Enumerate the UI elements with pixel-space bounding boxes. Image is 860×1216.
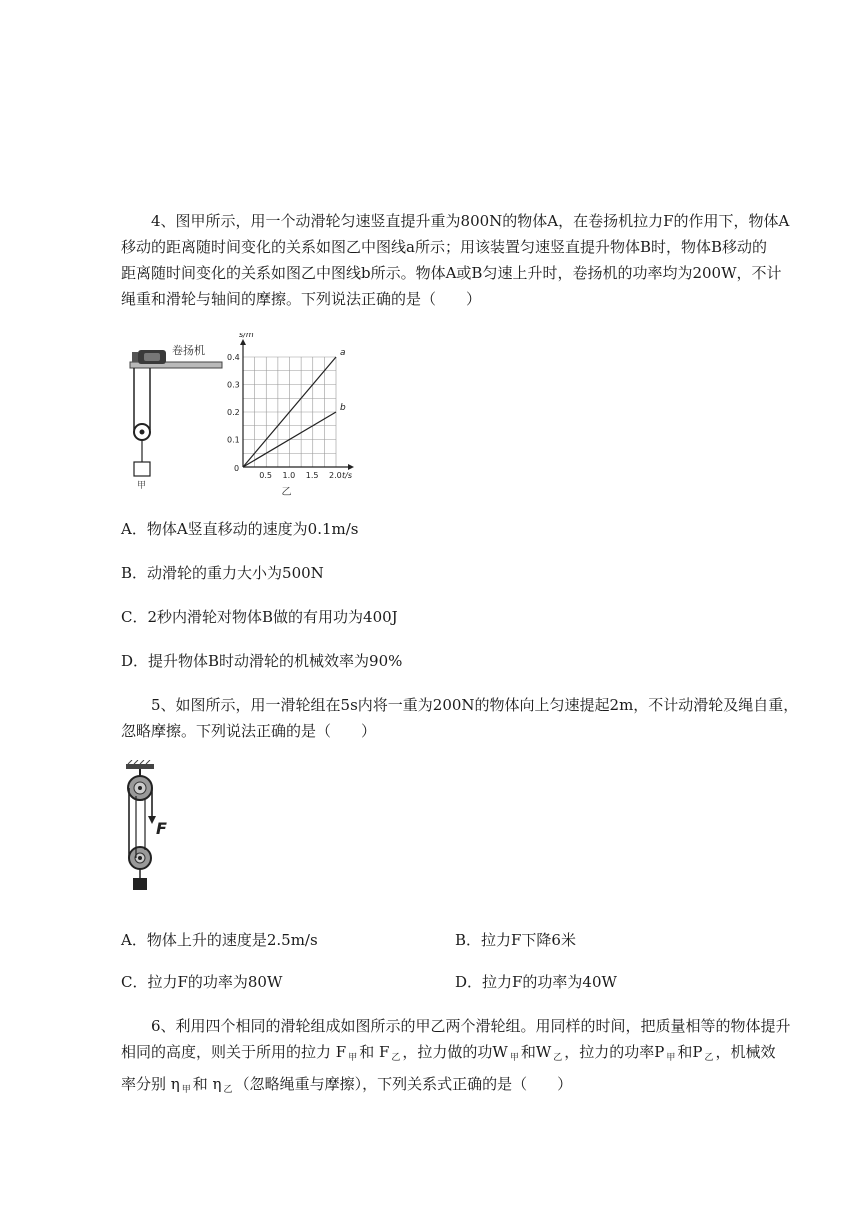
s-t-chart [215, 333, 365, 498]
q6-l2-s6: 乙 [704, 1053, 714, 1063]
q6-l2-t5: ，拉力的功率P [564, 1043, 665, 1061]
q5-option-b[interactable]: B．拉力F下降6米 [455, 931, 576, 949]
y-axis-label: s/m [239, 333, 254, 339]
question-5-text [121, 692, 811, 744]
x-tick-label: 1.0 [282, 471, 296, 480]
x-tick-label: 0.5 [259, 471, 272, 480]
x-tick-label: 2.0 [329, 471, 342, 480]
q6-l3-s2: 乙 [223, 1085, 233, 1095]
q6-l3-t3: （忽略绳重与摩擦），下列关系式正确的是（ ） [234, 1075, 573, 1093]
q5-option-d[interactable]: D．拉力F的功率为40W [455, 973, 617, 991]
q6-l2-t3: ，拉力做的功W [402, 1043, 508, 1061]
q6-line-1: 6、利用四个相同的滑轮组成如图所示的甲乙两个滑轮组。用同样的时间，把质量相等的物体提升 [151, 1017, 791, 1035]
q6-l2-t1: 相同的高度，则关于所用的拉力 F [121, 1043, 347, 1061]
q6-l3-t1: 率分别 η [121, 1075, 180, 1093]
q6-l2-s4: 乙 [553, 1053, 563, 1063]
s-t-chart-svg [215, 333, 365, 498]
q4-line-4: 绳重和滑轮与轴间的摩擦。下列说法正确的是（ ） [121, 290, 482, 308]
y-tick-label: 0.4 [227, 353, 240, 362]
y-tick-label: 0.2 [227, 408, 240, 417]
q6-l2-s3: 甲 [509, 1053, 519, 1063]
x-axis-arrow [348, 464, 354, 470]
q6-l2-s2: 乙 [391, 1053, 401, 1063]
yi-label: 乙 [281, 487, 292, 498]
question-4-text [121, 208, 811, 312]
pulley-block-figure [120, 760, 180, 900]
q6-line-3 [121, 1071, 811, 1103]
q4-line-1: 4、图甲所示，用一个动滑轮匀速竖直提升重为800N的物体A，在卷扬机拉力F的作用下，物体A [151, 212, 790, 230]
y-axis-arrow [240, 339, 246, 345]
winch-pulley-figure [128, 340, 228, 490]
q4-line-3: 距离随时间变化的关系如图乙中图线b所示。物体A或B匀速上升时，卷扬机的功率均为200W，不计 [121, 264, 782, 282]
origin-label: 0 [234, 464, 240, 473]
x-tick-label: 1.5 [305, 471, 319, 480]
q4-option-c[interactable]: C．2秒内滑轮对物体B做的有用功为400J [121, 608, 398, 626]
y-tick-label: 0.1 [227, 435, 240, 445]
q6-l2-s1: 甲 [348, 1053, 358, 1063]
q6-l3-s1: 甲 [181, 1085, 191, 1095]
series-label-b: b [340, 403, 346, 413]
q6-l3-t2: 和 η [192, 1075, 222, 1093]
force-f-label: F [156, 819, 167, 838]
question-6-text [121, 1013, 811, 1103]
q6-l2-t4: 和W [520, 1043, 552, 1061]
q6-l2-s5: 甲 [666, 1053, 676, 1063]
q4-line-2: 移动的距离随时间变化的关系如图乙中图线a所示；用该装置匀速竖直提升物体B时，物体B移动的 [121, 238, 767, 256]
q6-l2-t2: 和 F [359, 1043, 390, 1061]
q5-option-a[interactable]: A．物体上升的速度是2.5m/s [121, 931, 318, 949]
jia-label: 甲 [137, 481, 147, 490]
q6-l2-t6: 和P [677, 1043, 703, 1061]
winch-label: 卷扬机 [172, 344, 205, 357]
series-label-a: a [340, 348, 346, 358]
q6-line-2 [121, 1039, 811, 1071]
q5-line-1: 5、如图所示，用一滑轮组在5s内将一重为200N的物体向上匀速提起2m，不计动滑轮及绳自重， [151, 696, 799, 714]
q4-option-b[interactable]: B．动滑轮的重力大小为500N [121, 564, 324, 582]
x-axis-label: t/s [342, 471, 352, 480]
q5-line-2: 忽略摩擦。下列说法正确的是（ ） [121, 722, 377, 740]
q5-option-c[interactable]: C．拉力F的功率为80W [121, 973, 283, 991]
q4-option-d[interactable]: D．提升物体B时动滑轮的机械效率为90% [121, 652, 403, 670]
q4-option-a[interactable]: A．物体A竖直移动的速度为0.1m/s [121, 520, 359, 538]
y-tick-label: 0.3 [227, 380, 240, 390]
q6-l2-t7: ，机械效 [715, 1043, 776, 1061]
